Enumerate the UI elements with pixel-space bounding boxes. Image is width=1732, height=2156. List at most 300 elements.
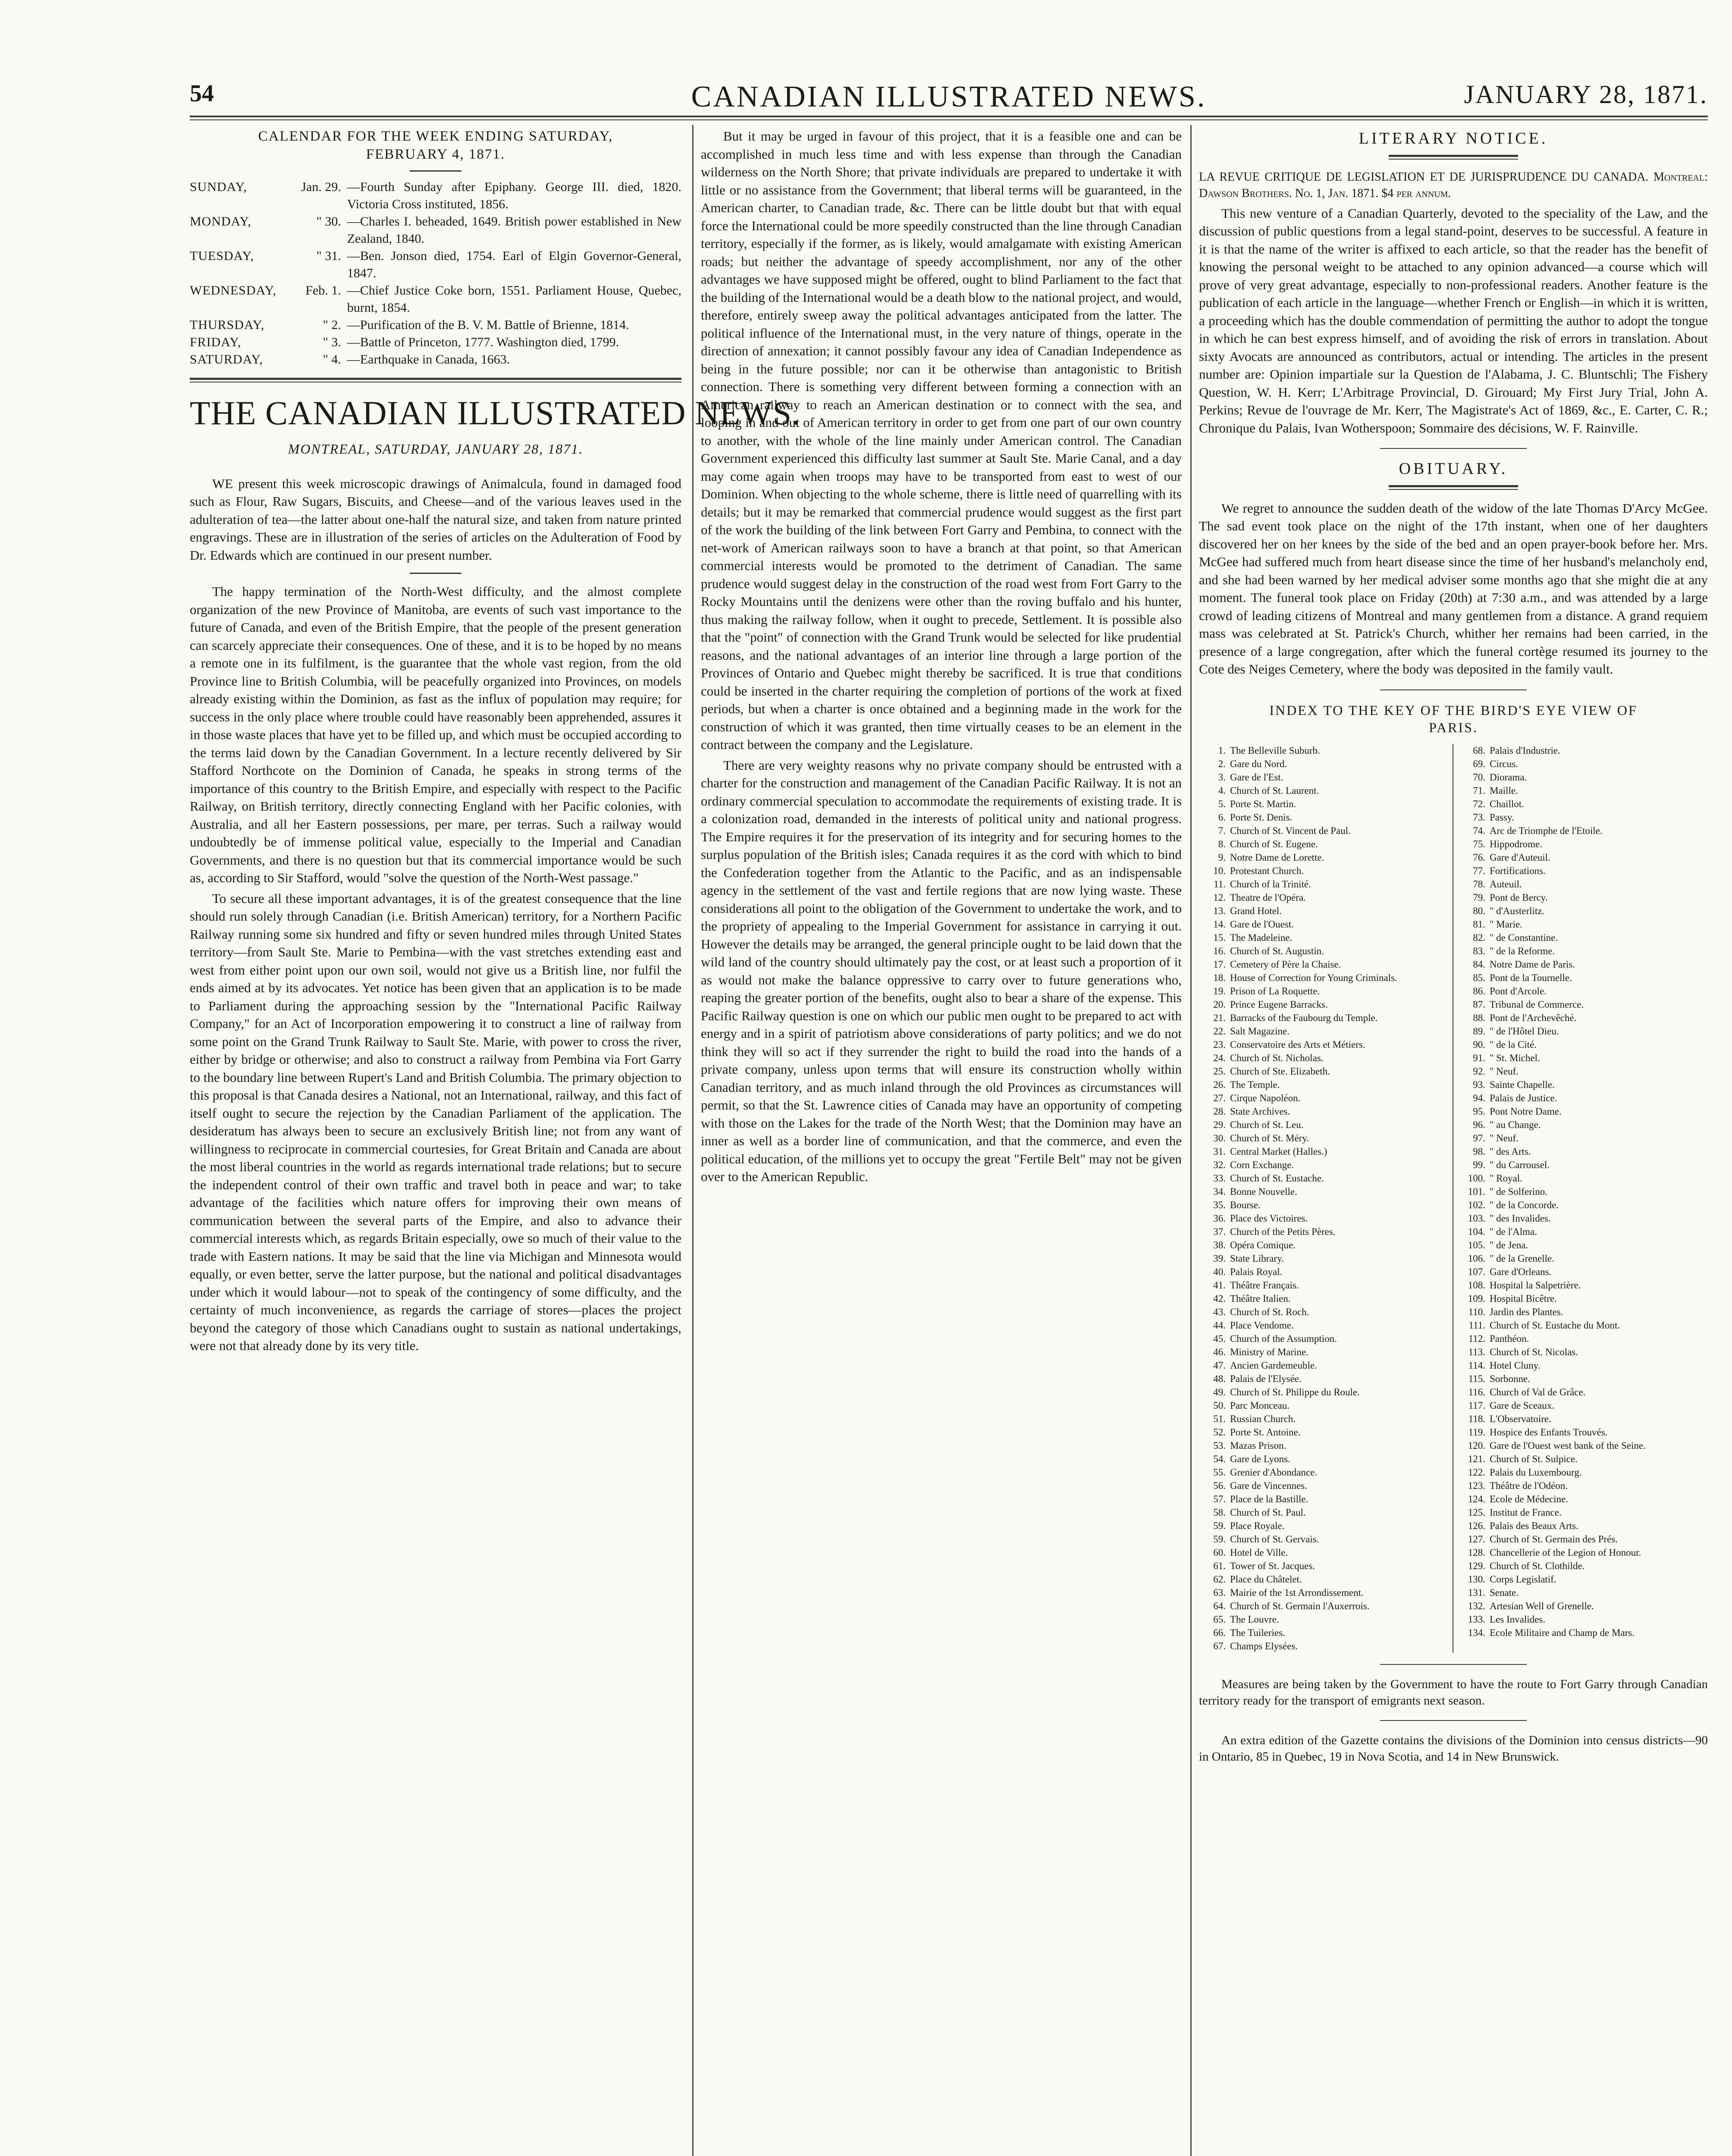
index-place: Mairie of the 1st Arrondissement. <box>1230 1587 1364 1598</box>
index-number: 90. <box>1473 1039 1485 1050</box>
index-place: " des Invalides. <box>1490 1213 1551 1224</box>
index-number: 54. <box>1213 1453 1226 1464</box>
index-entry <box>1459 1479 1708 1492</box>
index-entry <box>1459 1225 1708 1238</box>
index-entry <box>1199 1011 1448 1025</box>
index-number: 8. <box>1218 838 1226 849</box>
index-entry <box>1459 837 1708 851</box>
index-place: State Archives. <box>1230 1106 1290 1117</box>
index-place: The Louvre. <box>1230 1614 1279 1625</box>
index-number: 126. <box>1468 1520 1485 1531</box>
index-entry <box>1199 1519 1448 1532</box>
index-place: Barracks of the Faubourg du Temple. <box>1230 1012 1378 1023</box>
index-entry <box>1199 1078 1448 1091</box>
index-number: 28. <box>1213 1106 1226 1117</box>
index-number: 20. <box>1213 999 1226 1010</box>
dateline: MONTREAL, SATURDAY, JANUARY 28, 1871. <box>288 441 584 457</box>
calendar-date: " 31. <box>316 249 341 263</box>
index-number: 65. <box>1213 1614 1226 1625</box>
literary-notice-body: This new venture of a Canadian Quarterly, devoted to the speciality of the Law, and the discussion of public questions from a legal stand-point, deserves to be successful. A feature in it is that the name of the writer is affixed to each article, so that the reader has the benefit of knowing the personal weight to be attached to any opinion advanced—a course which will prove of very great advantage, especially to non-professional readers. Another feature is the publication of each article in the language—whether French or English—in which it is written, a proceeding which has the double commendation of permitting the author to adopt the tongue in which he can best express himself, and of avoiding the risk of errors in translation. About sixty Avocats are announced as contributors, actual or intending. The articles in the present number are: Opinion impartiale sur la Question de l'Alabama, J. C. Bluntschli; The Fishery Question, W. H. Kerr; L'Arbitrage Provincial, D. Girouard; My First Jury Trial, John A. Perkins; Revue de l'ouvrage de Mr. Kerr, The Magistrate's Act of 1869, &c., E. Carter, C. R.; Chronique du Palais, Ivan Wotherspoon; Sommaire des décisions, W. F. Rainville. <box>1199 205 1708 436</box>
index-number: 44. <box>1213 1319 1226 1331</box>
index-entry <box>1199 1532 1448 1546</box>
index-number: 79. <box>1473 892 1485 903</box>
divider <box>1389 485 1518 490</box>
index-number: 100. <box>1468 1172 1485 1184</box>
index-place: Hippodrome. <box>1490 838 1543 849</box>
index-number: 35. <box>1213 1199 1226 1210</box>
index-entry <box>1199 1372 1448 1385</box>
index-number: 104. <box>1468 1226 1485 1237</box>
index-number: 129. <box>1468 1560 1485 1571</box>
index-entry <box>1459 1626 1708 1639</box>
index-entry <box>1199 918 1448 931</box>
index-number: 116. <box>1468 1386 1485 1398</box>
paris-index <box>1199 702 1708 1653</box>
calendar <box>190 127 681 368</box>
index-place: Corps Legislatif. <box>1490 1573 1556 1585</box>
index-number: 12. <box>1213 892 1226 903</box>
index-entry <box>1459 1038 1708 1051</box>
calendar-day: FRIDAY, <box>190 335 242 349</box>
index-number: 111. <box>1468 1319 1485 1331</box>
index-place: Gare d'Orleans. <box>1490 1266 1552 1277</box>
index-place: Chancellerie of the Legion of Honour. <box>1490 1547 1641 1558</box>
calendar-date: " 30. <box>316 214 341 229</box>
index-place: " de la Cité. <box>1490 1039 1537 1050</box>
index-number: 91. <box>1473 1052 1485 1063</box>
index-number: 32. <box>1213 1159 1226 1170</box>
index-entry <box>1459 1212 1708 1225</box>
divider <box>1380 1664 1527 1665</box>
index-entry <box>1459 1439 1708 1452</box>
index-number: 124. <box>1468 1493 1485 1504</box>
index-number: 36. <box>1213 1213 1226 1224</box>
index-number: 7. <box>1218 825 1226 836</box>
index-place: Place des Victoires. <box>1230 1213 1308 1224</box>
index-place: Palais de l'Elysée. <box>1230 1373 1302 1384</box>
index-place: Church of St. Gervais. <box>1230 1533 1319 1545</box>
index-entry <box>1459 1452 1708 1466</box>
index-number: 21. <box>1213 1012 1226 1023</box>
index-number: 59. <box>1213 1520 1226 1531</box>
index-entry <box>1459 1105 1708 1118</box>
index-place: Tribunal de Commerce. <box>1490 999 1584 1010</box>
calendar-table <box>190 179 681 368</box>
index-entry <box>1199 1506 1448 1519</box>
index-place: " d'Austerlitz. <box>1490 905 1545 916</box>
index-entry <box>1199 1332 1448 1345</box>
index-number: 109. <box>1468 1293 1485 1304</box>
index-number: 83. <box>1473 945 1485 956</box>
index-place: Palais d'Industrie. <box>1490 745 1560 756</box>
index-place: Church of St. Laurent. <box>1230 785 1319 796</box>
index-number: 67. <box>1213 1640 1226 1651</box>
index-number: 92. <box>1473 1065 1485 1077</box>
index-number: 85. <box>1473 972 1485 983</box>
index-place: Fortifications. <box>1490 865 1546 876</box>
index-entry <box>1459 1185 1708 1198</box>
index-entry <box>1199 1613 1448 1626</box>
index-entry <box>1199 1359 1448 1372</box>
index-number: 125. <box>1468 1507 1485 1518</box>
index-number: 13. <box>1213 905 1226 916</box>
index-number: 48. <box>1213 1373 1226 1384</box>
index-place: " Royal. <box>1490 1172 1522 1184</box>
index-number: 59. <box>1213 1533 1226 1545</box>
index-entry <box>1199 1252 1448 1265</box>
index-number: 51. <box>1213 1413 1226 1424</box>
divider <box>410 573 461 574</box>
index-number: 50. <box>1213 1400 1226 1411</box>
index-place: Prince Eugene Barracks. <box>1230 999 1328 1010</box>
index-number: 69. <box>1473 758 1485 769</box>
index-number: 6. <box>1218 812 1226 823</box>
index-number: 77. <box>1473 865 1485 876</box>
index-number: 19. <box>1213 985 1226 997</box>
index-entry <box>1459 1426 1708 1439</box>
index-place: Pont d'Arcole. <box>1490 985 1547 997</box>
index-entry <box>1199 1065 1448 1078</box>
index-place: Ancien Gardemeuble. <box>1230 1360 1317 1371</box>
index-place: Hospital Bicêtre. <box>1490 1293 1557 1304</box>
calendar-date: Jan. 29. <box>301 180 341 194</box>
calendar-row <box>190 213 681 248</box>
index-number: 87. <box>1473 999 1485 1010</box>
divider <box>1380 448 1527 449</box>
index-number: 53. <box>1213 1440 1226 1451</box>
index-place: Champs Elysées. <box>1230 1640 1298 1651</box>
index-entry <box>1459 984 1708 998</box>
calendar-day: SATURDAY, <box>190 352 263 367</box>
index-place: " de la Grenelle. <box>1490 1253 1554 1264</box>
index-entry <box>1459 824 1708 837</box>
calendar-day: SUNDAY, <box>190 180 247 194</box>
index-place: Gare de Sceaux. <box>1490 1400 1555 1411</box>
index-place: Les Invalides. <box>1490 1614 1546 1625</box>
index-entry <box>1459 1118 1708 1131</box>
index-number: 102. <box>1468 1199 1485 1210</box>
index-number: 133. <box>1468 1614 1485 1625</box>
index-number: 68. <box>1473 745 1485 756</box>
index-place: Porte St. Martin. <box>1230 798 1296 809</box>
index-place: Prison of La Roquette. <box>1230 985 1320 997</box>
index-number: 72. <box>1473 798 1485 809</box>
index-entry <box>1459 931 1708 944</box>
index-number: 22. <box>1213 1025 1226 1037</box>
index-place: Corn Exchange. <box>1230 1159 1294 1170</box>
index-entry <box>1459 1252 1708 1265</box>
index-number: 30. <box>1213 1132 1226 1144</box>
index-place: Arc de Triomphe de l'Etoile. <box>1490 825 1603 836</box>
editorial-paragraph: To secure all these important advantages, it is of the greatest consequence that the line should run solely through Canadian (i.e. British American) territory, for a Northern Pacific Railway running some six hundred and fifty or seven hundred miles through United States territory—from Sault Ste. Marie to Pembina—with the vast stretches extending east and west from either point upon our own soil, would not give us a British line, nor fulfil the ends aimed at by its advocates. Yet notice has been given that an application is to be made to Parliament during the approaching session by the "International Pacific Railway Company," for an Act of Incorporation empowering it to construct a line of railway from some point on the Grand Trunk Railway to Sault Ste. Marie, with power to cross the river, either by bridge or otherwise; and also to construct a railway from Pembina via Fort Garry to the boundary line between Rupert's Land and British Columbia. The primary objection to this proposal is that Canada desires a National, not an International, railway, and this fact of itself ought to secure the rejection by the Canadian Parliament of the application. The desideratum has always been to secure an exclusively British line; not from any want of willingness to reciprocate in commercial courtesies, for Great Britain and Canada are about the most liberal countries in the world as regards international trade relations; but to secure the independent control of their own traffic and travel both in peace and war; to take advantage of the facilities which nature offers for improving their own means of communication between the several parts of the Empire, and also to advance their commercial interests which, as regards Britain especially, owe so much of their value to the trade with Eastern nations. It may be said that the line via Michigan and Minnesota would equally, or even better, serve the latter purpose, but the national and political disadvantages under which it would labour—not to speak of the contingency of some difficulty, and the certainty of much inconvenience, as regards the carriage of stores—places the project beyond the category of those which Canadians ought to sustain as national undertakings, were not that already done by its very title. <box>190 890 681 1353</box>
index-number: 119. <box>1468 1426 1485 1438</box>
index-place: Church of St. Méry. <box>1230 1132 1309 1144</box>
index-number: 17. <box>1213 959 1226 970</box>
index-number: 16. <box>1213 945 1226 956</box>
index-number: 117. <box>1468 1400 1485 1411</box>
index-number: 11. <box>1214 878 1226 890</box>
index-place: The Temple. <box>1230 1079 1280 1090</box>
index-number: 112. <box>1468 1333 1485 1344</box>
index-number: 130. <box>1468 1573 1485 1585</box>
index-place: Palais du Luxembourg. <box>1490 1467 1582 1478</box>
index-number: 63. <box>1213 1587 1226 1598</box>
index-place: " de l'Hôtel Dieu. <box>1490 1025 1559 1037</box>
calendar-row <box>190 334 681 351</box>
index-entry <box>1199 824 1448 837</box>
index-place: " de Solferino. <box>1490 1186 1547 1197</box>
index-place: Church of St. Philippe du Roule. <box>1230 1386 1360 1398</box>
index-place: Maille. <box>1490 785 1518 796</box>
page-header <box>190 80 1708 113</box>
index-number: 107. <box>1468 1266 1485 1277</box>
index-number: 27. <box>1213 1092 1226 1103</box>
index-place: " de Jena. <box>1490 1239 1528 1250</box>
divider <box>1389 155 1518 160</box>
index-number: 60. <box>1213 1547 1226 1558</box>
index-number: 55. <box>1213 1467 1226 1478</box>
index-number: 97. <box>1473 1132 1485 1144</box>
index-place: Institut de France. <box>1490 1507 1562 1518</box>
index-entry <box>1459 1613 1708 1626</box>
index-place: Theatre de l'Opéra. <box>1230 892 1306 903</box>
calendar-event: —Purification of the B. V. M. Battle of Brienne, 1814. <box>347 318 629 332</box>
index-number: 57. <box>1213 1493 1226 1504</box>
index-place: Place Royale. <box>1230 1520 1285 1531</box>
index-number: 71. <box>1473 785 1485 796</box>
header-rule-thin <box>190 119 1708 120</box>
index-number: 127. <box>1468 1533 1485 1545</box>
index-entry <box>1199 1038 1448 1051</box>
index-entry <box>1459 851 1708 864</box>
editorial-paragraph: There are very weighty reasons why no private company should be entrusted with a charter for the construction and management of the Canadian Pacific Railway. It is not an ordinary commercial speculation to accommodate the requirements of existing trade. It is a colonization road, demanded in the interests of political unity and national progress. The Empire requires it for the preservation of its integrity and for securing homes to the surplus population of the British isles; Canada requires it as the cord with which to bind the Confederation together from the Atlantic to the Pacific, and as an indispensable agency in the settlement of the vast and fertile regions that are now lying waste. These considerations all point to the obligation of the Government to undertake the work, and to the propriety of appealing to the Imperial Government for assistance in carrying it out. However the details may be arranged, the general principle ought to be laid down that the wild land of the country should ultimately pay the cost, or at least such a proportion of it as would not make the balance oppressive to carry over to future generations who, reaping the greater portion of the benefits, ought also to bear a share of the expense. This Pacific Railway question is one on which our public men ought to be prepared to act with energy and in a spirit of patriotism above considerations of party politics; and we do not think they will so act if they surrender the right to build the road into the hands of a private company, unless upon terms that will ensure its construction wholly within Canadian territory, and as much inland through the old Provinces as circumstances will permit, so that the St. Lawrence cities of Canada may have an opportunity of competing with those on the Lakes for the trade of the North West; that the Dominion may have an inner as well as a border line of communication, and that the commerce, and even the political education, of the millions yet to occupy the great "Fertile Belt" may not be given over to the American Republic. <box>701 757 1182 1184</box>
obituary-body: We regret to announce the sudden death of the widow of the late Thomas D'Arcy McGee. The sad event took place on the night of the 17th instant, when one of her daughters discovered her on her knees by the side of the bed and an open prayer-book before her. Mrs. McGee had suffered much from heart disease since the time of her husband's melancholy end, and she had been warned by her medical adviser some months ago that she might die at any moment. The funeral took place on Friday (20th) at 7:30 a.m., and was attended by a large crowd of leading citizens of Montreal and many gentlemen from a distance. A grand requiem mass was celebrated at St. Patrick's Church, whither her remains had been carried, in the presence of a large congregation, after which the funeral cortège resumed its journey to the Cote des Neiges Cemetery, where the body was deposited in the family vault. <box>1199 500 1708 677</box>
index-place: Church of St. Paul. <box>1230 1507 1306 1518</box>
index-place: " Neuf. <box>1490 1132 1519 1144</box>
index-number: 26. <box>1213 1079 1226 1090</box>
calendar-event: —Fourth Sunday after Epiphany. George III. died, 1820. Victoria Cross instituted, 1856. <box>347 180 681 211</box>
index-number: 52. <box>1213 1426 1226 1438</box>
index-number: 25. <box>1213 1065 1226 1077</box>
index-entry <box>1459 891 1708 904</box>
index-place: Grenier d'Abondance. <box>1230 1467 1318 1478</box>
index-number: 73. <box>1473 812 1485 823</box>
index-entry <box>1459 1599 1708 1613</box>
index-entry <box>1199 1265 1448 1279</box>
index-entry <box>1199 1345 1448 1359</box>
column-1 <box>190 127 801 1355</box>
index-place: " de Constantine. <box>1490 932 1558 943</box>
column-2 <box>701 127 1182 1186</box>
index-heading: INDEX TO THE KEY OF THE BIRD'S EYE VIEW OF <box>1269 702 1638 718</box>
index-place: Church of St. Sulpice. <box>1490 1453 1578 1464</box>
index-place: Church of the Petits Pères. <box>1230 1226 1336 1237</box>
index-entry <box>1199 1225 1448 1238</box>
index-number: 33. <box>1213 1172 1226 1184</box>
index-place: Gare d'Auteuil. <box>1490 852 1550 863</box>
index-number: 41. <box>1213 1279 1226 1291</box>
index-place: Notre Dame de Paris. <box>1490 959 1575 970</box>
index-place: Hospital la Salpetrière. <box>1490 1279 1581 1291</box>
index-place: L'Observatoire. <box>1490 1413 1551 1424</box>
index-entry <box>1459 1238 1708 1252</box>
index-entry <box>1459 1372 1708 1385</box>
index-entry <box>1199 1145 1448 1158</box>
calendar-event: —Charles I. beheaded, 1649. British power established in New Zealand, 1840. <box>347 214 681 246</box>
index-entry <box>1199 1466 1448 1479</box>
index-place: Hotel Cluny. <box>1490 1360 1541 1371</box>
index-entry <box>1199 1292 1448 1305</box>
index-entry <box>1199 771 1448 784</box>
running-title: CANADIAN ILLUSTRATED NEWS. <box>691 80 1207 113</box>
index-entry <box>1459 784 1708 797</box>
index-number: 78. <box>1473 878 1485 890</box>
index-entry <box>1459 811 1708 824</box>
index-number: 88. <box>1473 1012 1485 1023</box>
editorial-paragraph: The happy termination of the North-West difficulty, and the almost complete organization of the new Province of Manitoba, are events of such vast importance to the future of Canada, and even of the British Empire, that the people of the present generation can scarcely appreciate their consequences. One of these, and it is to be hoped by no means a remote one in its fulfilment, is the guarantee that the whole vast region, from the old Province line to British Columbia, will be peacefully organized into Provinces, on models already existing within the Dominion, as fast as the influx of population may require; for success in the only place where trouble could have reasonably been apprehended, assures it in those waste places that have yet to be filled up, and which must be occupied according to the terms laid down by the Canadian Government. In a lecture recently delivered by Sir Stafford Northcote on the Dominion of Canada, he speaks in strong terms of the importance of this country to the British Empire, and especially with respect to the Pacific Railway, on British territory, directly connecting England with her Pacific colonies, with Australia, and all her Eastern possessions, per mare, per terras. Such a railway would undoubtedly be of immense political value, especially to the Imperial and Canadian Governments, and there is no question but that its commercial importance would be such as, according to Sir Stafford, would "solve the question of the North-West passage." <box>190 584 681 885</box>
obituary-heading: OBITUARY. <box>1399 460 1508 478</box>
index-place: " de l'Alma. <box>1490 1226 1537 1237</box>
index-number: 3. <box>1218 771 1226 783</box>
index-place: Porte St. Denis. <box>1230 812 1293 823</box>
index-place: Gare de l'Ouest. <box>1230 918 1294 930</box>
index-number: 110. <box>1468 1306 1485 1317</box>
index-place: " Neuf. <box>1490 1065 1519 1077</box>
index-place: Church of St. Augustin. <box>1230 945 1324 956</box>
index-number: 80. <box>1473 905 1485 916</box>
index-entry <box>1199 837 1448 851</box>
index-place: Church of St. Eustache. <box>1230 1172 1324 1184</box>
index-place: Place du Châtelet. <box>1230 1573 1302 1585</box>
index-number: 82. <box>1473 932 1485 943</box>
index-place: Central Market (Halles.) <box>1230 1146 1327 1157</box>
index-number: 86. <box>1473 985 1485 997</box>
index-number: 114. <box>1468 1360 1485 1371</box>
index-entry <box>1199 1439 1448 1452</box>
index-number: 2. <box>1218 758 1226 769</box>
index-place: Théâtre Italien. <box>1230 1293 1291 1304</box>
index-place: Pont de l'Archevêché. <box>1490 1012 1577 1023</box>
index-place: Chaillot. <box>1490 798 1524 809</box>
index-number: 113. <box>1468 1346 1485 1357</box>
index-place: Jardin des Plantes. <box>1490 1306 1563 1317</box>
index-place: " St. Michel. <box>1490 1052 1540 1063</box>
calendar-day: MONDAY, <box>190 214 251 229</box>
calendar-date: Feb. 1. <box>305 283 341 298</box>
index-place: Gare de l'Ouest west bank of the Seine. <box>1490 1440 1646 1451</box>
flag-title: THE CANADIAN ILLUSTRATED NEWS. <box>190 394 801 432</box>
index-entry <box>1199 971 1448 984</box>
index-number: 38. <box>1213 1239 1226 1250</box>
index-grid <box>1199 744 1708 1653</box>
index-place: Sorbonne. <box>1490 1373 1530 1384</box>
index-place: Gare du Nord. <box>1230 758 1287 769</box>
index-entry <box>1459 1158 1708 1172</box>
index-number: 23. <box>1213 1039 1226 1050</box>
index-entry <box>1459 864 1708 877</box>
header-rule <box>190 116 1708 117</box>
index-entry <box>1199 757 1448 771</box>
column-divider-2 <box>1190 125 1192 2156</box>
index-entry <box>1199 1639 1448 1653</box>
index-number: 93. <box>1473 1079 1485 1090</box>
divider <box>1380 689 1527 690</box>
index-number: 58. <box>1213 1507 1226 1518</box>
calendar-row <box>190 351 681 368</box>
index-entry <box>1459 1519 1708 1532</box>
index-entry <box>1459 1559 1708 1573</box>
index-entry <box>1459 744 1708 757</box>
index-number: 99. <box>1473 1159 1485 1170</box>
index-entry <box>1459 757 1708 771</box>
index-place: Place de la Bastille. <box>1230 1493 1308 1504</box>
index-place: Protestant Church. <box>1230 865 1304 876</box>
divider <box>410 170 461 172</box>
index-number: 40. <box>1213 1266 1226 1277</box>
index-entry <box>1199 931 1448 944</box>
index-entry <box>1199 1091 1448 1105</box>
index-entry <box>1199 1412 1448 1426</box>
index-place: Bourse. <box>1230 1199 1261 1210</box>
index-number: 1. <box>1218 745 1226 756</box>
index-entry <box>1459 1091 1708 1105</box>
index-place: Circus. <box>1490 758 1518 769</box>
index-place: Gare de Vincennes. <box>1230 1480 1307 1491</box>
index-place: Notre Dame de Lorette. <box>1230 852 1324 863</box>
index-entry <box>1199 1546 1448 1559</box>
index-number: 134. <box>1468 1627 1485 1638</box>
index-number: 37. <box>1213 1226 1226 1237</box>
index-place: Conservatoire des Arts et Métiers. <box>1230 1039 1365 1050</box>
index-entry <box>1459 1172 1708 1185</box>
index-place: Gare de Lyons. <box>1230 1453 1290 1464</box>
index-place: Grand Hotel. <box>1230 905 1282 916</box>
index-number: 123. <box>1468 1480 1485 1491</box>
index-number: 122. <box>1468 1467 1485 1478</box>
index-number: 115. <box>1468 1373 1485 1384</box>
calendar-day: THURSDAY, <box>190 318 265 332</box>
index-place: " Marie. <box>1490 918 1522 930</box>
index-number: 29. <box>1213 1119 1226 1130</box>
index-place: Church of St. Germain des Prés. <box>1490 1533 1618 1545</box>
index-entry <box>1199 1025 1448 1038</box>
index-place: Sainte Chapelle. <box>1490 1079 1555 1090</box>
index-number: 94. <box>1473 1092 1485 1103</box>
index-entry <box>1459 1399 1708 1412</box>
index-place: Church of Val de Grâce. <box>1490 1386 1586 1398</box>
index-place: Gare de l'Est. <box>1230 771 1283 783</box>
index-place: " au Change. <box>1490 1119 1541 1130</box>
calendar-row <box>190 317 681 334</box>
index-place: Pont Notre Dame. <box>1490 1106 1562 1117</box>
index-place: Théâtre Français. <box>1230 1279 1299 1291</box>
index-entry <box>1459 877 1708 891</box>
index-number: 131. <box>1468 1587 1485 1598</box>
index-number: 96. <box>1473 1119 1485 1130</box>
calendar-date: " 4. <box>323 352 341 367</box>
index-entry <box>1459 1532 1708 1546</box>
index-entry <box>1199 1586 1448 1599</box>
index-place: Senate. <box>1490 1587 1519 1598</box>
index-entry <box>1459 1412 1708 1426</box>
index-number: 42. <box>1213 1293 1226 1304</box>
index-entry <box>1459 918 1708 931</box>
literary-notice-heading: LITERARY NOTICE. <box>1359 129 1548 147</box>
index-entry <box>1459 1586 1708 1599</box>
index-entry <box>1459 1131 1708 1145</box>
calendar-date: " 2. <box>323 318 341 332</box>
index-place: Artesian Well of Grenelle. <box>1490 1600 1594 1611</box>
